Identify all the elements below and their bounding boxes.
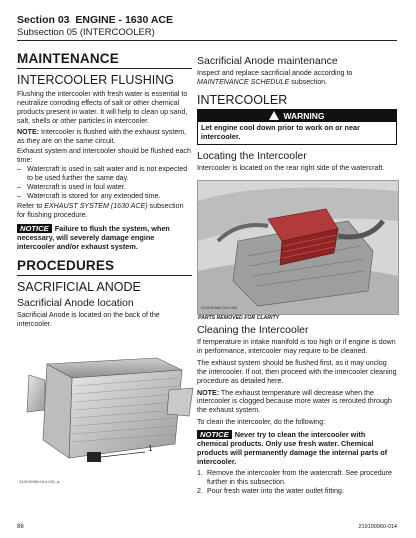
page-number: 86: [17, 524, 24, 530]
cleaning-heading: Cleaning the Intercooler: [197, 324, 309, 336]
page-header: [17, 14, 397, 38]
list-item: – Watercraft is used in foul water.: [17, 183, 192, 192]
anode-location-text: Sacrificial Anode is located on the back of the intercooler.: [17, 310, 160, 328]
refer-pre: Refer to: [17, 201, 45, 210]
cleaning-paragraph-1: If temperature in intake manifold is too high or if engine is down in performance, intercooler may require to be cleaned.: [197, 338, 396, 355]
locating-text: Intercooler is located on the rear right side of the watercraft.: [197, 163, 385, 172]
section-label: Section 03: [17, 14, 70, 26]
engine-figure: [197, 180, 399, 315]
engine-illustration: [198, 181, 398, 314]
notice-tag: NOTICE: [197, 430, 232, 439]
intercooler-illustration: [17, 340, 195, 488]
note-text: The exhaust temperature will decrease when the intercooler is clogged because more water is rerouted through the exhaust system.: [197, 388, 392, 415]
cleaning-note: [197, 389, 397, 416]
notice-tag: NOTICE: [17, 224, 52, 233]
right-column-lower: [197, 324, 397, 496]
list-item: – Watercraft is used in salt water and is not expected to be used further the same day.: [17, 165, 192, 183]
note-text: Intercooler is flushed with the exhaust system, as they are on the same circuit.: [17, 127, 187, 145]
figure-code: 219100960-014-001_a: [19, 479, 60, 484]
maintenance-schedule-link[interactable]: MAINTENANCE SCHEDULE: [197, 77, 290, 86]
procedures-rule: [17, 275, 192, 276]
subsection-title: (INTERCOOLER): [79, 27, 155, 38]
anode-maintenance-heading: Sacrificial Anode maintenance: [197, 55, 338, 67]
warning-header: [198, 110, 396, 122]
anode-maint-pre: Inspect and replace sacrificial anode according to: [197, 69, 353, 77]
section-line: [17, 14, 397, 26]
cleaning-paragraph-3: To clean the intercooler, do the following:: [197, 418, 326, 427]
intercooler-heading: INTERCOOLER: [197, 92, 288, 107]
header-rule: [17, 40, 397, 41]
procedures-heading: PROCEDURES: [17, 257, 115, 273]
flushing-note: [17, 128, 192, 146]
maintenance-heading: MAINTENANCE: [17, 51, 119, 66]
maintenance-rule: [17, 68, 192, 69]
intercooler-figure: [17, 340, 195, 488]
exhaust-paragraph: Exhaust system and intercooler should be flushed each time:: [17, 147, 191, 165]
step-text: Pour fresh water into the water outlet fitting.: [207, 486, 344, 495]
warning-box: [197, 109, 397, 145]
exhaust-system-link[interactable]: EXHAUST SYSTEM (1630 ACE): [44, 201, 148, 210]
list-item: 1. Remove the intercooler from the watercraft. See procedure further in this subsection.: [197, 469, 392, 487]
warning-text: Let engine cool down prior to work on or near intercooler.: [201, 122, 360, 141]
notice-text: Failure to flush the system, when necessary, will severely damage engine intercooler and/or exhaust system.: [17, 223, 170, 251]
figure-caption: PARTS REMOVED FOR CLARITY: [198, 315, 280, 321]
section-title: ENGINE - 1630 ACE: [75, 14, 174, 26]
document-code: 219100960-014: [358, 524, 397, 530]
list-item: – Watercraft is stored for any extended time.: [17, 192, 192, 201]
step-text: Remove the intercooler from the watercraft. See procedure further in this subsection.: [207, 469, 392, 487]
list-item: 2. Pour fresh water into the water outlet fitting.: [197, 486, 344, 495]
subsection-label: Subsection 05: [17, 27, 78, 38]
cleaning-steps: [197, 469, 397, 496]
flushing-paragraph: Flushing the intercooler with fresh water is essential to neutralize corroding effects of salt or other chemical products present in water. It will help to clean up sand, salt, shells or other particles in intercooler.: [17, 90, 188, 125]
warning-label: WARNING: [283, 110, 325, 121]
note-label: NOTE:: [197, 388, 220, 397]
cleaning-notice: [197, 430, 397, 466]
notice-text: Never try to clean the intercooler with chemical products. Only use fresh water. Chemical products will permanently damage the internal parts of intercooler.: [197, 430, 388, 467]
subsection-line: [17, 27, 397, 38]
conditions-list: [17, 165, 192, 201]
anode-location-heading: Sacrificial Anode location: [17, 296, 134, 309]
warning-icon: [269, 111, 279, 120]
right-column: [197, 55, 397, 173]
anode-maint-post: subsection.: [289, 77, 328, 86]
refer-post: subsection for flushing procedure.: [17, 201, 184, 219]
anode-maintenance-text: [197, 69, 397, 87]
locating-heading: Locating the Intercooler: [197, 149, 307, 162]
engine-figure-code: 219100960-014-000: [201, 305, 238, 310]
cleaning-paragraph-2: The exhaust system should be flushed first, as it may unclog the intercooler. If not, then proceed with the intercooler cleaning procedure as detailed here.: [197, 358, 397, 385]
left-column: [17, 51, 192, 329]
anode-heading: SACRIFICIAL ANODE: [17, 279, 141, 294]
figure-callout: 1: [148, 444, 153, 453]
flushing-heading: INTERCOOLER FLUSHING: [17, 73, 174, 87]
flush-notice: [17, 224, 192, 251]
refer-paragraph: [17, 202, 192, 220]
note-label: NOTE:: [17, 127, 40, 136]
